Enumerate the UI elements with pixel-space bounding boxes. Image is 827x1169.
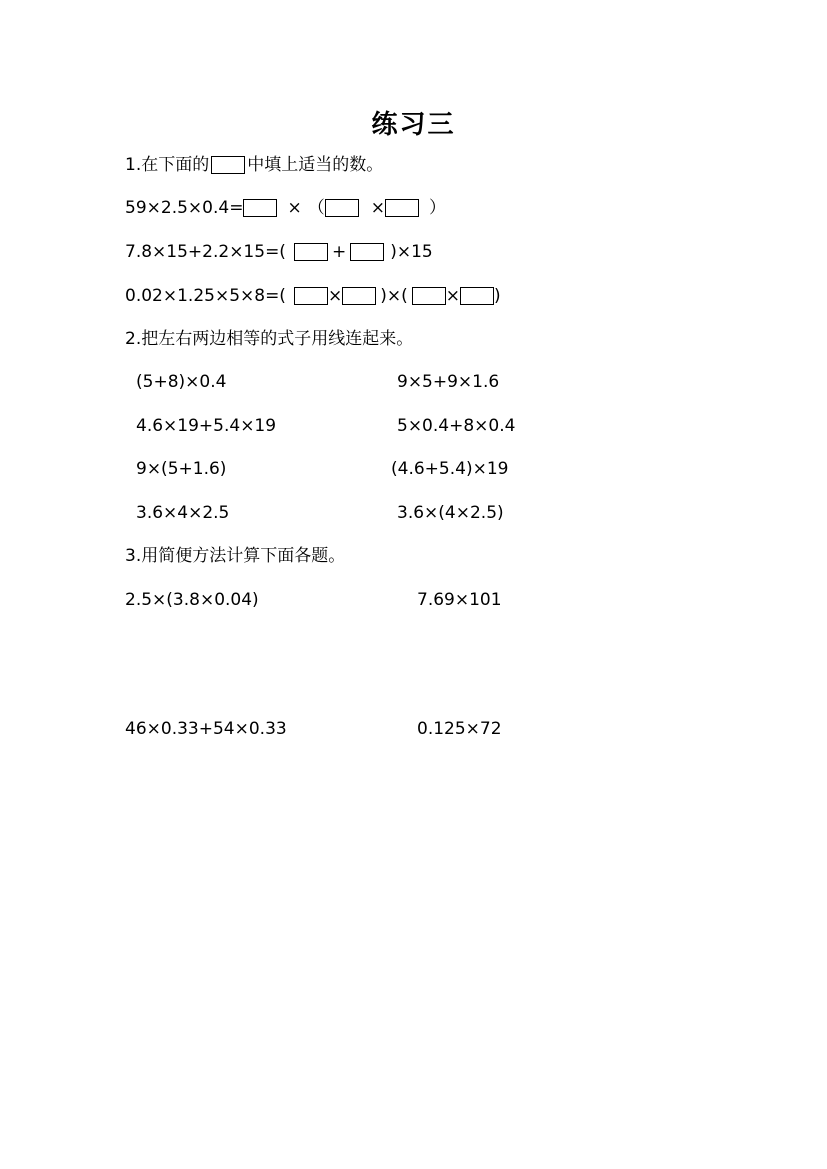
answer-box[interactable] — [325, 199, 359, 217]
answer-box[interactable] — [342, 287, 376, 305]
q1-suffix: 中填上适当的数。 — [247, 155, 384, 175]
q2-left-expression: 4.6×19+5.4×19 — [136, 416, 277, 436]
q2-right-expression: 3.6×(4×2.5) — [397, 503, 504, 523]
answer-box[interactable] — [350, 243, 384, 261]
q2-left-expression: 3.6×4×2.5 — [136, 503, 230, 523]
q2-right-expression: (4.6+5.4)×19 — [391, 459, 509, 479]
eq3-times-1: × — [327, 286, 343, 306]
sample-blank-box — [211, 156, 245, 174]
eq1-close-paren: ） — [428, 198, 446, 218]
answer-box[interactable] — [294, 243, 328, 261]
q3-problem: 2.5×(3.8×0.04) — [125, 590, 259, 610]
answer-box[interactable] — [412, 287, 446, 305]
q1-equation-2 — [125, 241, 433, 263]
q3-problem: 7.69×101 — [417, 590, 502, 610]
eq1-left: 59×2.5×0.4= — [125, 198, 244, 218]
eq2-right: )×15 — [390, 242, 433, 262]
eq1-times: × — [287, 198, 302, 218]
q1-equation-3 — [125, 285, 501, 307]
eq3-middle: )×( — [380, 286, 408, 306]
q2-left-expression: (5+8)×0.4 — [136, 372, 227, 392]
answer-box[interactable] — [460, 287, 494, 305]
eq3-left: 0.02×1.25×5×8=( — [125, 286, 286, 306]
q2-right-expression: 9×5+9×1.6 — [397, 372, 500, 392]
eq3-times-2: × — [445, 286, 460, 306]
q2-left-expression: 9×(5+1.6) — [136, 459, 227, 479]
q3-heading: 3.用简便方法计算下面各题。 — [125, 546, 346, 566]
q3-problem: 46×0.33+54×0.33 — [125, 719, 287, 739]
page-title: 练习三 — [371, 110, 456, 140]
q1-prefix: 1.在下面的 — [125, 155, 210, 175]
q1-equation-1 — [125, 197, 446, 219]
answer-box[interactable] — [243, 199, 277, 217]
eq2-plus: + — [331, 242, 347, 262]
answer-box[interactable] — [294, 287, 328, 305]
q3-problem: 0.125×72 — [417, 719, 502, 739]
eq2-left: 7.8×15+2.2×15=( — [125, 242, 286, 262]
q2-right-expression: 5×0.4+8×0.4 — [397, 416, 516, 436]
q1-instruction — [125, 154, 383, 176]
eq3-close-paren: ) — [493, 286, 501, 306]
eq1-times-inner: × — [370, 198, 385, 218]
answer-box[interactable] — [385, 199, 419, 217]
eq1-open-paren: （ — [307, 198, 325, 218]
q2-heading: 2.把左右两边相等的式子用线连起来。 — [125, 329, 414, 349]
